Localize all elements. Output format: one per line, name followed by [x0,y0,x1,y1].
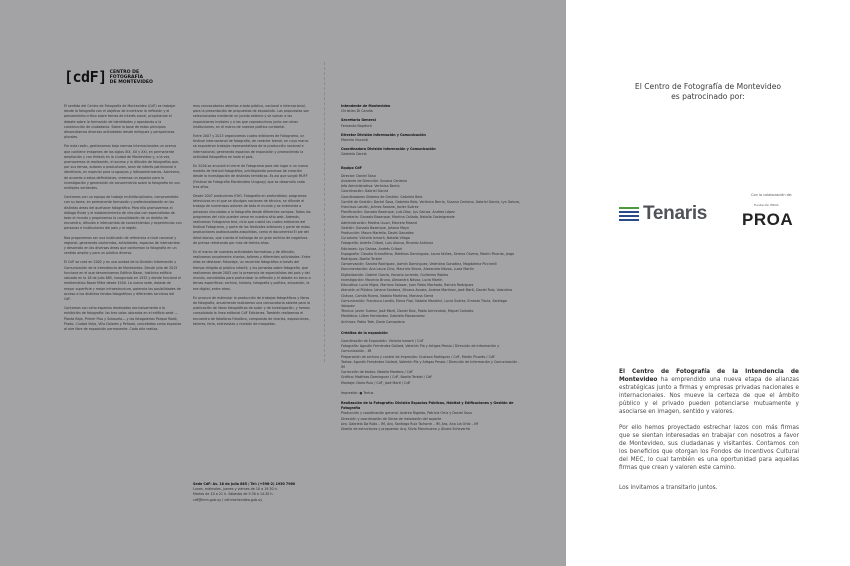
equipo-line: Espografía: Claudia Schauffeno, Matthias Dominguez, Laura Núñez, Serena Olivera, Martín Picardo, Jorge Rodríguez, Noelia Terbiel [341,251,515,262]
credit-name: Marcelo Visconti [341,138,368,143]
contact-line: Lunes, miércoles, jueves y viernes de 10 a 19.30 h. [193,487,278,492]
about-paragraph: En procura de estimular la producción de trabajos fotográficos y libros de fotografía, anualmente realizamos una convocatoria abierta para la publicación de libros fotográficos de autor y de investigación, y hemos consolidado la línea editorial CdF Ediciones. También realizamos el encuentro de fotolibros Fotolibro, compuesto de charlas, exposiciones, talleres, feria, entrevistas y revisión de maquetas. [193,295,310,326]
equipo-line: Director: Daniel Sosa [341,173,376,178]
credits-column [341,104,521,432]
equipo-line: Archivos: Pablo Tate, Dario Campolano [341,319,405,324]
creditos-line: Textos: Agustín Fernández Gallard, Valentín Pía y Artigas Pessio / Dirección de Información y Comunicación - IM [341,359,520,369]
equipo-line: Asistente de Dirección: Susana Centeno [341,179,408,184]
equipo-line: Gestión: Gonzalo Bazerque, Johana Mayo [341,225,409,230]
contact-line: Sede CdF: Av. 18 de Julio 885 / Tel: (+598-2) 1950 7960 [193,482,296,486]
tenaris-wordmark: Tenaris [643,203,708,224]
proa-logo: PROA [742,210,794,229]
equipo-line: Jefa Administrativa: Verónica Berrío [341,184,400,189]
impresion-line: Impresión: ● Tertus [341,390,374,395]
equipo-line: Técnica: Javier Suárez, José Martí, Daniel Ruiz, Pablo Armúndola, Miguel Carballo [341,309,474,314]
creditos-line: Coordinación de Exposición: Victoria Ismach / CdF [341,338,424,343]
about-paragraph: Nos proponemos ser una institución de referencia a nivel nacional y regional, generando contenidos, actividades, espacios de intercambio y desarrollo en las diversas áreas que conforman la fotografía en un sentido amplio y para un público diverso. [64,235,180,256]
creditos-title: Créditos de la exposición [341,330,388,335]
about-paragraph: Contamos con un equipo de trabajo multidisciplinario, comprometido con su tarea, en permanente formación y profesionalización en las distintas áreas del quehacer fotográfico. Para ello promovemos el diálogo fluido y el establecimiento de vínculos con especialistas de todo el mundo y propiciamos la consolidación de un ámbito de encuentro, difusión e intercambio de conocimientos y experiencias con personas e instituciones del país y la región. [64,195,182,231]
credit-title: Intendente de Montevideo [341,104,391,108]
equipo-line: Coordinación: Gabriel García [341,189,389,194]
tenaris-logo [619,203,707,225]
sponsor-paragraph-1 [619,368,799,417]
about-column-2 [193,104,311,331]
cdf-logo-line: FOTOGRAFÍA [109,74,144,80]
equipo-line: Investigación: Mauricio Bruno, Alexandra Nóvoa, Lucía Martín [341,277,443,282]
about-paragraph: Entre 2007 y 2013 organizamos cuatro ediciones de Fotograma, un festival internacional de fotografía, de carácter bienal, en cuyo marco se expusieron trabajos representativos de la producción nacional e internacional, generando espacios de exposición y promoviendo la actividad fotográfica en todo el país. [193,134,309,159]
about-paragraph: El CdF se creó en 2002 y es una unidad de la División Información y Comunicación de la Intendencia de Montevideo. Desde julio de 2015 funciona en el que denominamos Edificio Bazar, histórico edificio ubicado en la 18 de Julio 885, inaugurado en 1932 y donde funcionó el emblemático Bazar Mitre desde 1940. La nueva sede, dotada de mayor superficie y mejor infraestructura, potencia las posibilidades de acceso a los distintos fondos fotográficos y diferentes servicios del CdF. [64,260,181,301]
about-paragraph: Por esta razón, gestionamos bajo normas internacionales un acervo que contiene imágenes de los siglos XIX, XX y XXI, en permanente ampliación y con énfasis en la ciudad de Montevideo y, a la vez, promovemos la realización, el acceso y la difusión de fotografías que, por sus temas, autores o productores, sean de interés patrimonial e identitario, en especial para uruguayos y latinoamericanos. Asimismo, de acuerdo a estas definiciones, creamos un espacio para la investigación y generación de conocimiento sobre la fotografía en sus múltiples vertientes. [64,144,181,191]
cdf-logo [64,68,153,86]
equipo-line: Mediática: Liliám Hernández, Gabriela Manzanarez [341,314,425,319]
equipo-line: Documentación: Ana Laura Cirio, Mauricio Bruno, Alexandra Nóvoa, Lucía Martín [341,267,474,272]
about-paragraph: El sentido del Centro de Fotografía de Montevideo (CdF) es trabajar desde la fotografía con el objetivo de incentivar la reflexión y el pensamiento crítico sobre temas de interés social, propiciando el debate sobre la formación de identidades y apostando a la construcción de ciudadanía. Sobre la base de estos principios desarrollamos diversas actividades desde enfoques y perspectivas plurales. [64,104,176,140]
equipo-line: Comité de Gestión: Daniel Sosa, Gabriela Belo, Verónica Berrío, Susana Centeno, Gabriel García, Lys Gainza, Francisco Landín, Johnes Seoane, Javier Suárez [341,199,521,210]
sponsor-paragraph-2: Por ello hemos proyectado estrechar lazos con más firmas que se sientan interesadas en trabajar con nosotros a favor de Montevideo, sus ciudadanas y visitantes. Contamos con los beneficios que otorgan los Fondos de Incentivos Cultural del MEC, lo cual también es una oportunidad para aquellas firmas que crean y valoren este camino. [619,425,799,472]
equipo-line: Curaduría: Victoria Ismach, Natalia Vilaga [341,236,410,241]
about-paragraph: En 2016 se anunció el cierre de Fotograma para dar lugar a un nuevo modelo de festival fotográfico, privilegiando procesos de creación desde la investigación de distintas temáticas. Es así que surgió MUFF (Festival de Fotografía Montevideo Uruguay) que se desarrolla cada tres años. [193,164,309,189]
about-paragraph: mos convocatorias abiertas a todo público, nacional e internacional, para la presentación de propuestas de exposición. Las propuestas son seleccionadas mediante un jurado externo y se suman a las exposiciones insitales y a las que coproducimos junto con otras instituciones, en el marco de nuestra política curatorial. [193,104,310,129]
sponsor-paragraph-3: Los invitamos a transitarlo juntos. [619,485,718,491]
creditos-line: Gráfica: Matthias Domínguez / CdF, Noelia Terbiel / CdF [341,375,433,380]
cdf-logo-line: DE MONTEVIDEO [109,79,153,85]
equipo-line: Comunicación: Francisco Landín, Elena Firpi, Natalia Mandrini, Lucía Suárez, Ernesto Tiscia, Santiago Vázquez [341,298,507,308]
creditos-line: Montaje: Dario Ruiz / CdF, José Martí / CdF [341,380,411,385]
creditos-line: Preparación de archivo y control de impresión: Gustavo Rodríguez / CdF, Martín Picardo / CdF [341,354,495,359]
equipo-list [341,174,521,325]
cdf-logo-line: CENTRO DE [109,69,140,75]
equipo-line: Coordinadores Sistema de Gestión: Gabriela Belo [341,194,423,199]
sponsor-paragraph-lead: El Centro de Fotografía de la Intendencia de Montevideo [619,369,799,384]
sponsor-paragraph-body: ha emprendido una nueva etapa de alianzas estratégicas junto a firmas y empresas privadas nacionales e internacionales. Nos mueve la certeza de que el ámbito público y el privado pueden potenciarse mutuamente y asociarse en imagen, sentido y valores. [619,377,799,416]
equipo-title: Equipo CdF [341,165,362,170]
contact-line: Martes de 10 a 21 h. Sábados de 9.30 a 14.30 h. [193,492,274,497]
equipo-line: Planificación: Gonzalo Bazerque, Luis Díaz, Lys Gainza, Andrea López [341,210,455,215]
contact-line: cdf@imm.gub.uy / cdf.montevideo.gub.uy [193,497,263,502]
cdf-logo-name [110,70,153,85]
cdf-logo-mark: [cdF] [64,68,107,86]
credit-entry [341,133,521,143]
credit-title: Director División Información y Comunicación [341,132,426,137]
white-panel [566,0,850,566]
contact-block [193,482,311,503]
realizacion-line: Dirección y coordinación de Obras de instalación del soporte [341,416,442,421]
equipo-line: Atención al Público: Johana Santana, Silvana Acosta, Andrea Martínez, José Martí, Daniel Ruiz, Valentina Chávez, Camila Rivero, Natalia Martínez, Mariana Sierra [341,288,512,298]
credit-title: Secretaria General [341,118,376,123]
credit-name: Gabriela García [341,152,367,157]
realizacion-line: Realización de la Fotografía: División Espacios Públicos, Hábitat y Edificaciones y Gestión de Fotografía [341,400,514,411]
equipo-line: Producción: Mauro Martella, David González [341,231,414,236]
tenaris-stripes-icon [619,207,639,221]
fold-line [324,62,325,362]
colab-label: Con la colaboración de: [751,193,793,197]
creditos-line: Corrección de textos: Natalia Mardero / CdF [341,370,413,375]
credit-entry [341,104,521,114]
credit-entry [341,118,521,128]
credit-name: Christian Di Candia [341,109,373,114]
sponsor-heading [566,82,850,102]
about-paragraph: Contamos con ocho espacios destinados exclusivamente a la exhibición de fotografía: las tres salas ubicadas en el edificio sede —Planta Baja, Primer Piso y Subsuelo— y las fotogalerías Parque Rodó, Prado, Ciudad Vieja, Villa Dolores y Peñarol, concebidas como espacios al aire libre de exposición permanente. Cada año realiza- [64,306,182,331]
about-paragraph: En el marco de nuestras actividades formativas y de difusión, realizamos anualmente charlas, talleres y diferentes actividades. Entre ellas se destacan Fotoviaje, un recorrido fotográfico a través del tiempo dirigido al público infantil, y los jornadas sobre fotografía, que realizamos desde 2005 con la presencia de especialistas del país y del mundo, concebidas para profundizar la reflexión y el debate en torno a temas específicos: archivo, historia, fotografía y política, educación, la era digital, entre otros. [193,250,311,291]
fund-label: Fundación PROA [754,203,779,207]
credit-entry [341,147,521,157]
equipo-line: Ediciones: Lys Gainza, Andrés Cribari [341,246,402,251]
realizacion-line: Arq. Gabriela Da Rollo – IM, Arq. Santiago Ruiz Tschorte – IM, Arq. Ana Lía Ortiz – IM [341,421,479,426]
realizacion-line: Producción y coordinación general: Andrea Rigaldo, Patricia Ortiz y Daniel Sosa [341,411,472,416]
equipo-line: Secretaría: Gonzalo Bazerque, Martina Collada, Natalia Castelgrande [341,215,455,220]
equipo-line: Educativa: Lucía Migra, Mariano Salazar, Juan Pablo Machado, Ramiro Rodríguez [341,283,474,288]
about-column-1 [64,104,182,336]
sponsor-heading-line: es patrocinado por: [671,92,745,101]
realizacion-line: Diseño de estructuras y propuesta: Arq. Silvio Manrisueno y Álvaro Echeverría [341,426,471,431]
equipo-line: Administración: Martha Lluzzi, Marcelo Maand [341,220,417,225]
credit-name: Fernando Nopitsch [341,123,372,128]
credit-title: Coordinadora División Información y Comunicación [341,147,436,152]
equipo-line: Conservación: Sandra Rodríguez, Jazmín Domínguez, Valentina González, Magdalena Piccinelli [341,262,497,267]
about-paragraph: Desde 2007 producimos fOtO. Fotografía en profundidad, programas televisivos en el que se divulgan nociones de técnica, se difunde el trabajo de numerosos autores de todo el mundo y se entrevista a personas vinculadas a la fotografía desde diferentes campos. Todos los programas del ciclo pueden verse en nuestro sitio web. Además, realizamos Fotograma test, ciclo que cubrió las cuatro ediciones del festival Fotograma, y parte de los festivales ediciones y parte de estos producciones audiovisuales adquiridas, como el documental El pie del árbol blanco, que cuenta el hallazgo de un gran archivo de negativos de prensa retratando por más de treinta años. [193,194,311,245]
equipo-line: Digitalización: Gabriel García, Horacio Loriente, Guillermo Robles [341,272,449,277]
equipo-line: Fotografía: Andrés Cribari, Luis Alonso, Ricardo Antúnez [341,241,434,246]
creditos-line: Fotografía: Agustín Fernández Gallard, Valentín Pía y Artigas Pessio / Dirección de Información y Comunicación - IM [341,344,500,354]
realizacion-list [341,401,521,432]
creditos-list [341,339,521,386]
sponsor-heading-line: El Centro de Fotografía de Montevideo [634,82,782,91]
